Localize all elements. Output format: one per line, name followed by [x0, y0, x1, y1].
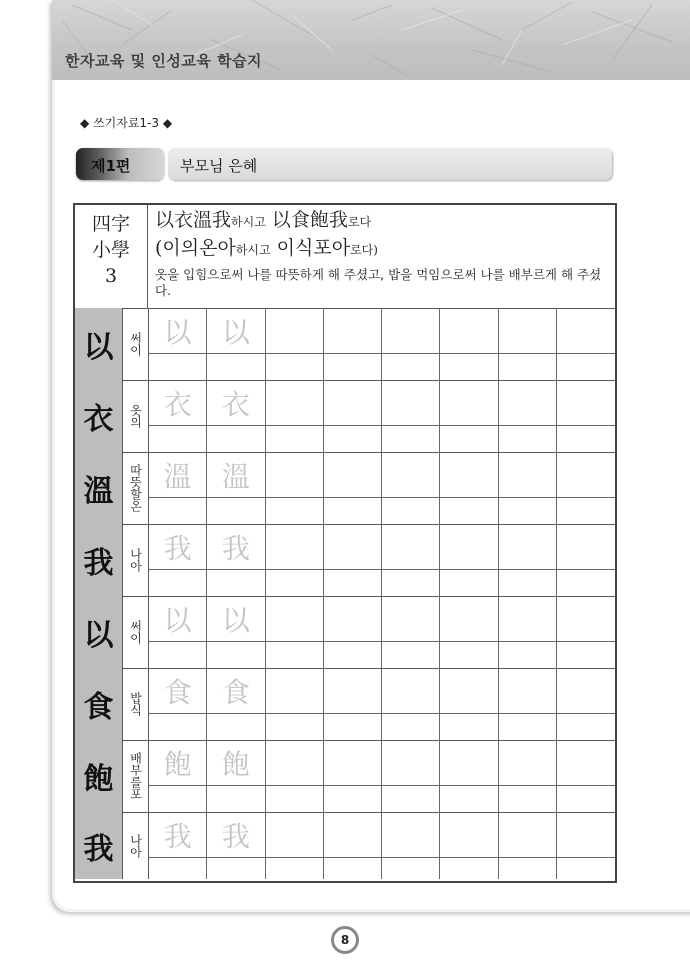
- trace-box[interactable]: [149, 812, 207, 858]
- writing-box[interactable]: [557, 354, 615, 380]
- writing-box[interactable]: [207, 498, 265, 524]
- reading-open: (이의온아: [155, 237, 236, 259]
- hanja-character: 我: [75, 524, 123, 596]
- writing-box[interactable]: [382, 498, 440, 524]
- writing-box[interactable]: [266, 426, 324, 452]
- trace-box[interactable]: [207, 452, 265, 498]
- writing-box[interactable]: [324, 786, 382, 812]
- header-title: 한자교육 및 인성교육 학습지: [65, 52, 263, 70]
- hanja-character: 以: [75, 308, 123, 380]
- writing-box[interactable]: [440, 596, 498, 642]
- trace-character: 我: [163, 819, 192, 853]
- writing-box[interactable]: [266, 452, 324, 498]
- writing-box[interactable]: [440, 498, 498, 524]
- writing-box[interactable]: [499, 498, 557, 524]
- hanja-meaning: 써이: [128, 620, 143, 644]
- writing-box[interactable]: [207, 858, 265, 879]
- section-title-bar: [168, 148, 612, 180]
- writing-box[interactable]: [149, 498, 207, 524]
- writing-grid: [149, 380, 615, 452]
- writing-box[interactable]: [499, 812, 557, 858]
- writing-box[interactable]: [324, 354, 382, 380]
- trace-box[interactable]: [149, 596, 207, 642]
- writing-box[interactable]: [499, 524, 557, 570]
- trace-character: 以: [163, 315, 192, 349]
- writing-box[interactable]: [266, 812, 324, 858]
- trace-box[interactable]: [149, 668, 207, 714]
- writing-box[interactable]: [266, 858, 324, 879]
- trace-character: 衣: [221, 387, 250, 421]
- trace-box[interactable]: [149, 524, 207, 570]
- writing-box[interactable]: [382, 596, 440, 642]
- lesson-title: [75, 205, 148, 308]
- writing-box[interactable]: [440, 524, 498, 570]
- trace-box[interactable]: [207, 380, 265, 426]
- hanja-meaning-cell: [123, 308, 149, 380]
- practice-row: [75, 668, 615, 741]
- writing-box[interactable]: [557, 642, 615, 668]
- trace-box[interactable]: [149, 452, 207, 498]
- writing-box[interactable]: [149, 354, 207, 380]
- writing-grid: [149, 308, 615, 380]
- writing-box[interactable]: [499, 354, 557, 380]
- trace-box[interactable]: [149, 740, 207, 786]
- writing-box[interactable]: [149, 858, 207, 879]
- writing-box[interactable]: [324, 380, 382, 426]
- hanja-character: 我: [75, 812, 123, 879]
- writing-box[interactable]: [440, 380, 498, 426]
- writing-box[interactable]: [324, 858, 382, 879]
- writing-grid: [149, 668, 615, 740]
- hanja-phrase-line: [155, 207, 609, 235]
- writing-box[interactable]: [324, 570, 382, 596]
- writing-box[interactable]: [499, 380, 557, 426]
- writing-box[interactable]: [382, 740, 440, 786]
- section-badge-label: 제1편: [91, 157, 131, 175]
- writing-box[interactable]: [382, 308, 440, 354]
- hanja-character: 以: [75, 596, 123, 668]
- hanja-meaning-cell: [123, 596, 149, 668]
- practice-row: [75, 308, 615, 381]
- writing-box[interactable]: [382, 380, 440, 426]
- writing-box[interactable]: [324, 452, 382, 498]
- hanja-meaning-cell: [123, 524, 149, 596]
- trace-character: 溫: [221, 459, 250, 493]
- writing-box[interactable]: [557, 570, 615, 596]
- writing-box[interactable]: [499, 308, 557, 354]
- trace-character: 以: [163, 603, 192, 637]
- hanja-meaning: 나아: [128, 548, 143, 572]
- section-badge: [76, 148, 164, 180]
- lesson-header-row: [75, 205, 615, 309]
- writing-box[interactable]: [149, 714, 207, 740]
- hanja-meaning-cell: [123, 668, 149, 740]
- trace-character: 我: [221, 819, 250, 853]
- trace-box[interactable]: [149, 380, 207, 426]
- writing-box[interactable]: [557, 596, 615, 642]
- reading-line: [155, 235, 609, 263]
- trace-character: 以: [221, 603, 250, 637]
- section-title: 부모님 은혜: [180, 157, 258, 175]
- writing-box[interactable]: [266, 498, 324, 524]
- hanja-meaning-cell: [123, 740, 149, 812]
- writing-box[interactable]: [440, 786, 498, 812]
- writing-box[interactable]: [382, 668, 440, 714]
- hanja-character: 衣: [75, 380, 123, 452]
- writing-box[interactable]: [382, 714, 440, 740]
- writing-box[interactable]: [557, 740, 615, 786]
- meaning-text: 옷을 입힘으로써 나를 따뜻하게 해 주셨고, 밥을 먹임으로써 나를 배부르게 해 주셨다.: [155, 267, 602, 298]
- writing-box[interactable]: [557, 308, 615, 354]
- writing-box[interactable]: [149, 570, 207, 596]
- practice-row: [75, 380, 615, 453]
- hanja-meaning: 옷의: [128, 404, 143, 428]
- trace-character: 食: [163, 675, 192, 709]
- hanja-meaning: 밥식: [128, 692, 143, 716]
- trace-box[interactable]: [207, 596, 265, 642]
- hanja-phrase-2: 以食飽我: [271, 209, 348, 231]
- writing-box[interactable]: [382, 524, 440, 570]
- writing-box[interactable]: [440, 714, 498, 740]
- writing-box[interactable]: [557, 524, 615, 570]
- writing-box[interactable]: [324, 308, 382, 354]
- trace-box[interactable]: [207, 668, 265, 714]
- writing-box[interactable]: [382, 354, 440, 380]
- writing-box[interactable]: [440, 426, 498, 452]
- trace-box[interactable]: [207, 308, 265, 354]
- writing-box[interactable]: [557, 714, 615, 740]
- writing-box[interactable]: [499, 714, 557, 740]
- writing-box[interactable]: [440, 452, 498, 498]
- lesson-title-line: 四字: [91, 213, 130, 235]
- writing-box[interactable]: [324, 524, 382, 570]
- lesson-title-line: 3: [104, 265, 118, 287]
- writing-box[interactable]: [382, 452, 440, 498]
- section-header: [76, 148, 612, 180]
- practice-row: [75, 740, 615, 813]
- writing-box[interactable]: [440, 570, 498, 596]
- writing-box[interactable]: [266, 596, 324, 642]
- writing-box[interactable]: [266, 524, 324, 570]
- writing-box[interactable]: [557, 786, 615, 812]
- writing-box[interactable]: [557, 452, 615, 498]
- trace-character: 飽: [163, 747, 192, 781]
- hanja-meaning: 써이: [128, 332, 143, 356]
- writing-box[interactable]: [499, 426, 557, 452]
- writing-box[interactable]: [499, 642, 557, 668]
- writing-box[interactable]: [324, 812, 382, 858]
- writing-box[interactable]: [557, 498, 615, 524]
- hanja-meaning: 배부를포: [128, 752, 143, 800]
- hanja-meaning-cell: [123, 380, 149, 452]
- hanja-meaning: 따뜻할온: [128, 464, 143, 512]
- hanja-meaning-cell: [123, 452, 149, 524]
- writing-box[interactable]: [440, 668, 498, 714]
- writing-box[interactable]: [440, 308, 498, 354]
- header-band: [52, 0, 690, 80]
- lesson-title-line: 小學: [91, 239, 130, 261]
- hanja-character: 溫: [75, 452, 123, 524]
- practice-row: [75, 596, 615, 669]
- writing-box[interactable]: [440, 354, 498, 380]
- writing-box[interactable]: [207, 570, 265, 596]
- writing-box[interactable]: [382, 642, 440, 668]
- trace-box[interactable]: [149, 308, 207, 354]
- writing-box[interactable]: [382, 858, 440, 879]
- writing-box[interactable]: [266, 668, 324, 714]
- writing-box[interactable]: [149, 642, 207, 668]
- writing-box[interactable]: [266, 308, 324, 354]
- material-label: ◆ 쓰기자료1-3 ◆: [80, 116, 173, 130]
- writing-box[interactable]: [149, 426, 207, 452]
- writing-box[interactable]: [382, 570, 440, 596]
- writing-box[interactable]: [499, 858, 557, 879]
- writing-box[interactable]: [266, 740, 324, 786]
- writing-box[interactable]: [557, 858, 615, 879]
- writing-practice-table: [73, 203, 617, 883]
- writing-box[interactable]: [499, 596, 557, 642]
- writing-box[interactable]: [266, 570, 324, 596]
- writing-box[interactable]: [324, 740, 382, 786]
- writing-box[interactable]: [324, 714, 382, 740]
- writing-box[interactable]: [207, 642, 265, 668]
- writing-box[interactable]: [499, 668, 557, 714]
- hanja-meaning-cell: [123, 812, 149, 879]
- writing-box[interactable]: [266, 642, 324, 668]
- writing-box[interactable]: [557, 426, 615, 452]
- writing-box[interactable]: [324, 596, 382, 642]
- writing-box[interactable]: [266, 786, 324, 812]
- trace-character: 溫: [163, 459, 192, 493]
- reading-main-2: 이식포아: [276, 237, 351, 259]
- writing-box[interactable]: [324, 426, 382, 452]
- writing-box[interactable]: [499, 786, 557, 812]
- writing-box[interactable]: [499, 740, 557, 786]
- writing-box[interactable]: [499, 570, 557, 596]
- writing-box[interactable]: [149, 786, 207, 812]
- writing-grid: [149, 524, 615, 596]
- writing-box[interactable]: [266, 714, 324, 740]
- practice-row: [75, 812, 615, 879]
- trace-character: 我: [221, 531, 250, 565]
- writing-box[interactable]: [557, 812, 615, 858]
- writing-box[interactable]: [266, 380, 324, 426]
- writing-box[interactable]: [324, 668, 382, 714]
- writing-box[interactable]: [207, 714, 265, 740]
- trace-character: 飽: [221, 747, 250, 781]
- hanja-suffix-2: 로다: [347, 215, 372, 229]
- practice-row: [75, 524, 615, 597]
- writing-box[interactable]: [207, 786, 265, 812]
- writing-box[interactable]: [440, 812, 498, 858]
- writing-box[interactable]: [382, 812, 440, 858]
- writing-box[interactable]: [324, 498, 382, 524]
- writing-grid: [149, 452, 615, 524]
- hanja-meaning: 나아: [128, 833, 143, 858]
- writing-box[interactable]: [207, 426, 265, 452]
- writing-box[interactable]: [382, 426, 440, 452]
- trace-box[interactable]: [207, 740, 265, 786]
- writing-box[interactable]: [557, 380, 615, 426]
- writing-box[interactable]: [324, 642, 382, 668]
- hanja-phrase: 以衣溫我: [155, 209, 232, 231]
- trace-character: 食: [221, 675, 250, 709]
- reading-suffix: 하시고: [235, 243, 271, 257]
- trace-character: 衣: [163, 387, 192, 421]
- trace-character: 我: [163, 531, 192, 565]
- lesson-description: [149, 205, 615, 308]
- trace-box[interactable]: [207, 812, 265, 858]
- reading-suffix-2: 로다): [350, 243, 378, 257]
- hanja-suffix: 하시고: [231, 215, 266, 229]
- writing-box[interactable]: [207, 354, 265, 380]
- writing-box[interactable]: [266, 354, 324, 380]
- writing-box[interactable]: [382, 786, 440, 812]
- page-number: 8: [331, 926, 359, 954]
- writing-grid: [149, 812, 615, 879]
- writing-grid: [149, 596, 615, 668]
- practice-row: [75, 452, 615, 525]
- hanja-character: 食: [75, 668, 123, 740]
- writing-box[interactable]: [440, 858, 498, 879]
- writing-box[interactable]: [557, 668, 615, 714]
- writing-box[interactable]: [440, 740, 498, 786]
- hanja-character: 飽: [75, 740, 123, 812]
- trace-box[interactable]: [207, 524, 265, 570]
- writing-grid: [149, 740, 615, 812]
- writing-box[interactable]: [499, 452, 557, 498]
- trace-character: 以: [221, 315, 250, 349]
- writing-box[interactable]: [440, 642, 498, 668]
